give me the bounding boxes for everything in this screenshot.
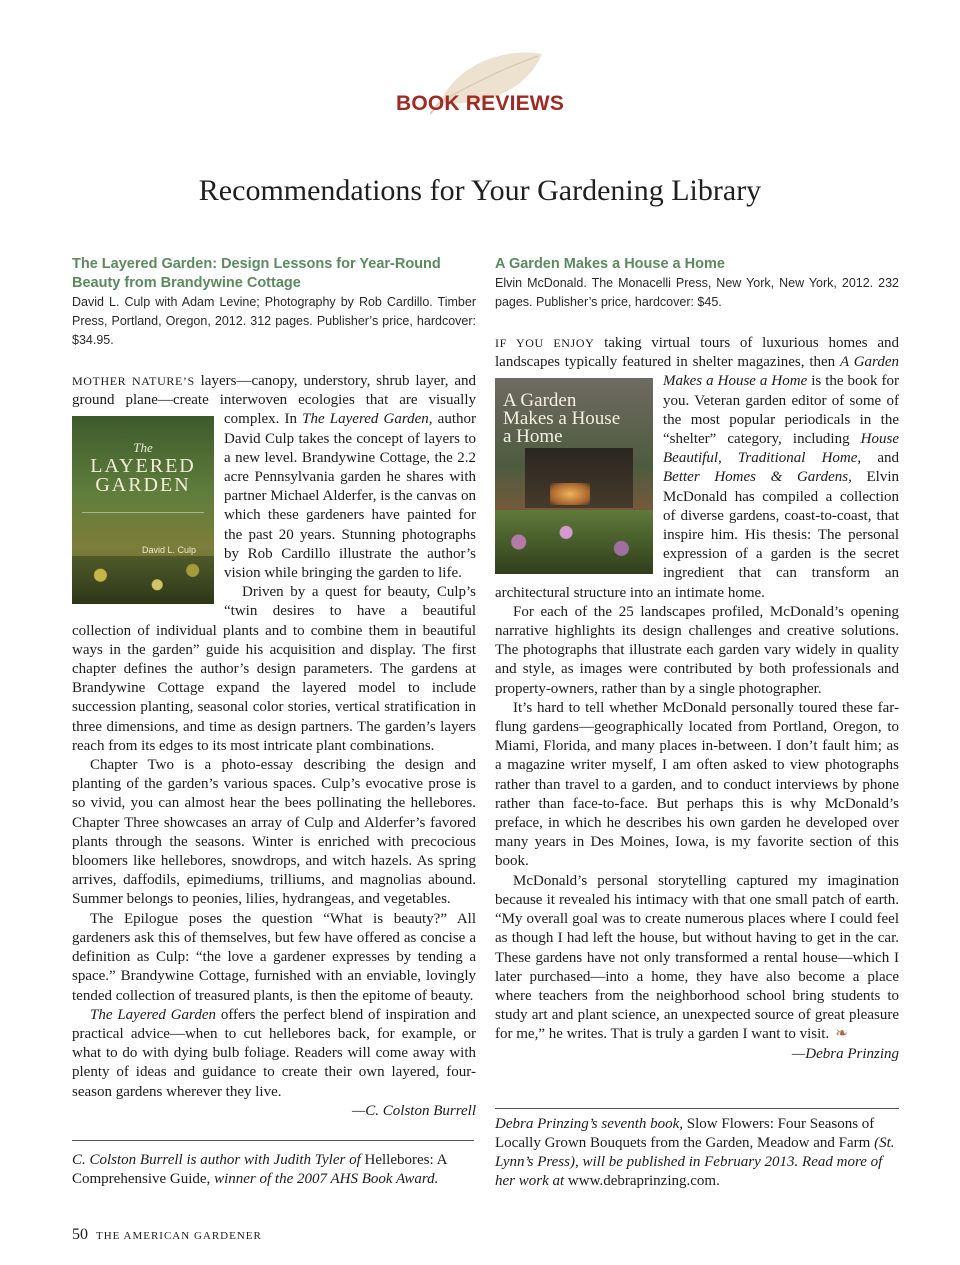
lead-in: MOTHER NATURE’S <box>72 374 195 388</box>
text-run: offers the perfect blend of inspiration and practical advice—when to cut hellebores back, for example, or what to do with dying bulb foliage. Readers will come away with plenty of ideas and guidance to create their own layered, four-season gardens wherever they live. <box>72 1006 476 1100</box>
bio-text-italic: Debra Prinzing’s seventh book, <box>495 1116 687 1132</box>
bio-text-italic: (St. Lynn’s Press), will be published in February 2013. Read more of her work at <box>495 1135 895 1189</box>
reviewer-bio-left <box>72 1140 474 1189</box>
reviewer-signature: —Debra Prinzing <box>791 1045 899 1062</box>
text-run: layers—canopy, understory, shrub layer, and ground plane—create interwoven ecologies that are visually complex. In <box>72 373 477 428</box>
review-paragraph: Driven by a quest for beauty, Culp’s “twin desires to have a beautiful collection of individual plants and to combine them in beautiful ways in the garden” guide his acquisition and display. The first chapter defines the author’s design parameters. The gardens at Brandywine Cottage expand the layered model to include succession planting, seasonal color stories, vertical stratification in three dimensions, and time as design partners. The garden’s layers reach from its edges to its most intricate plant combinations. <box>72 584 476 754</box>
bio-book-title: Hellebores: A Comprehensive Guide, <box>72 1152 447 1187</box>
cover-flowers <box>495 510 653 574</box>
magazine-title-italic: Better Homes & Gardens, <box>663 469 852 486</box>
text-run: author David Culp takes the concept of layers to a new level. Brandywine Cottage, the 2.2 acre Pennsylvania garden he shares with partner Michael Alderfer, is the canvas on which these gardeners have painted for the past 20 years. Stunning photographs by Rob Cardillo illustrate the author’s vision while bringing the garden to life. <box>224 411 476 582</box>
review-body <box>495 334 899 1064</box>
book-title: The Layered Garden: Design Lessons for Year-Round Beauty from Brandywine Cottage <box>72 256 441 291</box>
review-paragraph <box>72 1006 476 1102</box>
book-details: Elvin McDonald. The Monacelli Press, New York, New York, 2012. 232 pages. Publisher’s price, hardcover: $45. <box>495 276 899 309</box>
reviewer-signature: —C. Colston Burrell <box>351 1102 476 1119</box>
cover-title-line1: LAYERED <box>90 455 196 478</box>
page-title: Recommendations for Your Gardening Library <box>198 174 762 207</box>
cover-title <box>503 392 620 446</box>
review-paragraph <box>495 334 899 603</box>
cover-lantern <box>550 483 590 505</box>
bio-text <box>495 1115 899 1191</box>
review-paragraph: It’s hard to tell whether McDonald personally toured these far-flung gardens—geographically located from Portland, Oregon, to Miami, Florida, and many places in-between. I don’t fault him; as a magazine writer myself, I am often asked to view photographs rather than travel to a garden, and to conduct interviews by phone rather than face-to-face. But perhaps this is why McDonald’s preface, in which he describes his own garden he developed over many years in Des Moines, Iowa, is my favorite section of this book. <box>495 699 899 870</box>
review-paragraph <box>72 372 476 583</box>
page-footer <box>72 1226 262 1244</box>
cover-flowers <box>72 556 214 604</box>
fleuron-icon: ❧ <box>835 1026 848 1043</box>
book-cover-image <box>495 378 653 574</box>
bio-divider <box>72 1140 474 1141</box>
cover-author: David L. Culp <box>141 545 196 556</box>
bio-book-title: Slow Flowers: Four Seasons of Locally Grown Bouquets from the Garden, Meadow and Farm <box>495 1116 875 1151</box>
text-run: is the book for you. Veteran garden editor of some of the most popular periodicals in the “shelter” category, including <box>663 373 899 448</box>
review-paragraph: For each of the 25 landscapes profiled, McDonald’s opening narrative highlights its design challenges and creative solutions. The photographs that illustrate each garden vary widely in quality and style, as images were contributed by both professionals and property-owners, rather than by a single photographer. <box>495 603 899 697</box>
book-cover-image <box>72 416 214 604</box>
bio-text-italic: winner of the 2007 AHS Book Award. <box>210 1171 439 1187</box>
review-paragraph <box>495 872 899 1045</box>
bio-website: www.debraprinzing.com. <box>567 1173 720 1189</box>
bio-divider <box>495 1108 899 1109</box>
book-title: A Garden Makes a House a Home <box>495 256 725 272</box>
section-label: BOOK REVIEWS <box>395 92 565 115</box>
reviewer-bio-right <box>495 1108 899 1191</box>
cover-title <box>72 438 214 495</box>
cover-title-the: The <box>133 440 153 456</box>
review-column-right <box>495 255 899 1064</box>
review-paragraph: The Epilogue poses the question “What is beauty?” All gardeners ask this of themselves, but few have offered as concise a definition as Culp: “the love a gardener expresses by tending a space.” Brandywine Cottage, furnished with an enviable, lovingly tended collection of treasured plants, is then the epitome of beauty. <box>72 910 476 1004</box>
bio-text-italic: C. Colston Burrell is author with Judith Tyler of <box>72 1152 365 1168</box>
page-number: 50 <box>72 1226 88 1243</box>
cover-title-line3: a Home <box>503 426 563 448</box>
review-column-left <box>72 255 476 1121</box>
review-paragraph: Chapter Two is a photo-essay describing the design and planting of the garden’s various spaces. Culp’s evocative prose is so vivid, you can almost hear the bees pollinating the hellebores. Chapter Three showcases an array of Culp and Alderfer’s favored plants through the seasons. Winter is enriched with precocious bloomers like hellebores, snowdrops, and witch hazels. As spring arrives, daffodils, epimediums, trilliums, and magnolias abound. Summer belongs to peonies, lilies, hydrangeas, and vegetables. <box>72 757 476 908</box>
book-title-italic: A Garden Makes a House a Home <box>663 354 899 390</box>
cover-title-line1: A Garden <box>503 390 577 412</box>
review-body <box>72 372 476 1121</box>
bio-text <box>72 1151 474 1189</box>
text-run: McDonald’s personal storytelling captured my imagination because it revealed his intimacy with that one small patch of earth. “My overall goal was to create numerous places where I could feel as though I had left the house, but without having to get in the car. These gardens have not only transformed a rental house—which I later purchased—into a home, they have also become a place where teachers from the neighborhood school bring students to study art and plant science, an unexpected source of great pleasure for me,” he writes. That is truly a garden I want to visit. <box>495 872 899 1043</box>
magazine-name: THE AMERICAN GARDENER <box>96 1230 262 1242</box>
book-title-italic: The Layered Garden, <box>302 411 433 428</box>
cover-title-line2: Makes a House <box>503 408 621 430</box>
magazine-title-italic: House Beautiful, Traditional Home, <box>663 431 899 467</box>
book-details: David L. Culp with Adam Levine; Photography by Rob Cardillo. Timber Press, Portland, Oregon, 2012. 312 pages. Publisher’s price, hardcover: $34.95. <box>72 295 476 347</box>
cover-subtitle-rule <box>82 512 204 525</box>
lead-in: IF YOU ENJOY <box>495 336 595 350</box>
text-run: taking virtual tours of luxurious homes and landscapes typically featured in shelter magazines, then <box>495 335 899 371</box>
book-title-italic: The Layered Garden <box>90 1006 216 1023</box>
cover-title-line2: GARDEN <box>95 474 191 497</box>
text-run: Elvin McDonald has compiled a collection of diverse gardens, coast-to-coast, that inspire him. His thesis: The personal expression of a garden is the secret ingredient that can transform an architectural structure into an intimate home. <box>495 469 900 601</box>
text-run: and <box>861 450 899 467</box>
